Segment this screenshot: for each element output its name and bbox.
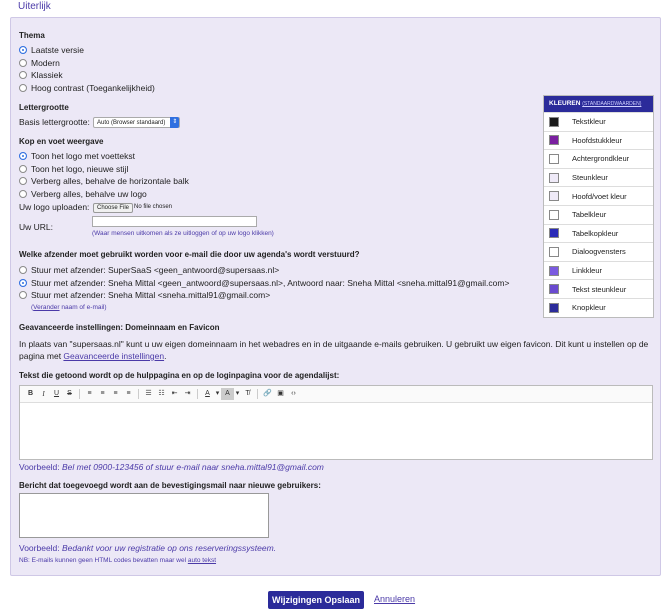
color-swatch[interactable]: [549, 228, 559, 238]
confirm-message-textarea[interactable]: [19, 493, 269, 538]
numbered-list-icon[interactable]: ☷: [158, 390, 165, 397]
color-swatch[interactable]: [549, 210, 559, 220]
toolbar-divider: [197, 389, 198, 399]
editor-toolbar: [20, 386, 652, 403]
sender-option-label: Stuur met afzender: Sneha Mittal <sneha.mittal91@gmail.com>: [31, 290, 271, 300]
header-option-label: Verberg alles, behalve uw logo: [31, 189, 147, 199]
align-center-icon[interactable]: ≡: [100, 390, 105, 397]
logo-upload-label: Uw logo uploaden:: [19, 202, 90, 212]
indent-icon[interactable]: ⇥: [184, 390, 191, 397]
colors-panel: [543, 95, 654, 318]
outdent-icon[interactable]: ⇤: [171, 390, 178, 397]
color-row[interactable]: [544, 224, 653, 243]
advanced-settings-link[interactable]: Geavanceerde instellingen: [63, 351, 165, 361]
radio-icon[interactable]: [19, 59, 27, 67]
change-prefix: (: [31, 304, 34, 311]
header-option-logo-new[interactable]: [19, 163, 128, 175]
theme-option-modern[interactable]: [19, 57, 60, 69]
header-option-hide-logo[interactable]: [19, 188, 147, 200]
theme-option-high-contrast[interactable]: [19, 82, 155, 94]
confirm-message-example: [19, 543, 276, 553]
color-swatch[interactable]: [549, 247, 559, 257]
font-size-heading: Lettergrootte: [19, 103, 69, 112]
sender-heading: Welke afzender moet gebruikt worden voor e-mail die door uw agenda's wordt verstuurd?: [19, 250, 360, 259]
change-suffix: naam of e-mail): [59, 304, 107, 311]
theme-option-label: Klassiek: [31, 70, 63, 80]
radio-icon[interactable]: [19, 84, 27, 92]
chevron-down-icon[interactable]: ▾: [215, 390, 220, 397]
color-swatch[interactable]: [549, 135, 559, 145]
color-label: Hoofdstukkleur: [572, 135, 623, 145]
advanced-text-end: .: [164, 351, 167, 361]
color-label: Steunkleur: [572, 173, 608, 183]
highlight-color-icon[interactable]: A: [221, 388, 234, 400]
cancel-link[interactable]: Annuleren: [374, 594, 416, 604]
save-button[interactable]: Wijzigingen Opslaan: [268, 591, 364, 609]
example-prefix: Voorbeeld:: [19, 543, 63, 553]
color-label: Tekst steunkleur: [572, 284, 627, 294]
sender-option-label: Stuur met afzender: SuperSaaS <geen_antwoord@supersaas.nl>: [31, 265, 280, 275]
radio-icon[interactable]: [19, 266, 27, 274]
example-text: Bel met 0900-123456 of stuur e-mail naar sneha.mittal91@gmail.com: [62, 462, 324, 472]
font-size-select[interactable]: [93, 117, 180, 128]
theme-option-label: Hoog contrast (Toegankelijkheid): [31, 83, 155, 93]
colors-defaults-link[interactable]: (STANDAARDWAARDEN): [582, 101, 642, 107]
theme-option-label: Laatste versie: [31, 45, 84, 55]
color-row[interactable]: [544, 242, 653, 261]
radio-icon[interactable]: [19, 177, 27, 185]
colors-header: [544, 96, 653, 112]
url-label: Uw URL:: [19, 222, 54, 232]
theme-option-label: Modern: [31, 58, 60, 68]
radio-icon[interactable]: [19, 279, 27, 287]
header-option-label: Toon het logo, nieuwe stijl: [31, 164, 129, 174]
note-text: NB: E-mails kunnen geen HTML codes bevatten maar wel: [19, 557, 188, 564]
italic-icon[interactable]: I: [42, 390, 45, 398]
colors-title: KLEUREN: [549, 100, 581, 107]
sender-option-reply-to[interactable]: [19, 277, 509, 289]
help-text-example: [19, 462, 324, 472]
radio-icon[interactable]: [19, 165, 27, 173]
header-footer-heading: Kop en voet weergave: [19, 137, 104, 146]
color-swatch[interactable]: [549, 173, 559, 183]
color-swatch[interactable]: [549, 154, 559, 164]
strikethrough-icon[interactable]: S: [67, 390, 72, 397]
link-icon[interactable]: 🔗: [263, 390, 272, 397]
color-row[interactable]: [544, 149, 653, 168]
advanced-heading: Geavanceerde instellingen: Domeinnaam en Favicon: [19, 323, 220, 332]
theme-option-latest[interactable]: [19, 44, 84, 56]
radio-icon[interactable]: [19, 152, 27, 160]
align-justify-icon[interactable]: ≡: [126, 390, 131, 397]
sender-option-supersaas[interactable]: [19, 264, 279, 276]
color-row[interactable]: [544, 261, 653, 280]
code-icon[interactable]: ‹›: [291, 390, 296, 397]
bullet-list-icon[interactable]: ☰: [145, 390, 152, 397]
color-row[interactable]: [544, 168, 653, 187]
radio-icon[interactable]: [19, 46, 27, 54]
underline-icon[interactable]: U: [53, 390, 60, 397]
change-sender-link[interactable]: Verander: [33, 304, 60, 311]
example-prefix: Voorbeeld:: [19, 462, 63, 472]
header-option-hide-bar[interactable]: [19, 175, 189, 187]
sender-option-own[interactable]: [19, 289, 270, 301]
bold-icon[interactable]: B: [27, 390, 34, 397]
page-title: Uiterlijk: [18, 1, 51, 12]
radio-icon[interactable]: [19, 71, 27, 79]
clear-format-icon[interactable]: T̸: [245, 390, 250, 397]
change-sender-hint: [31, 304, 107, 311]
color-label: Tabelkopkleur: [572, 228, 619, 238]
color-swatch[interactable]: [549, 266, 559, 276]
confirm-message-heading: Bericht dat toegevoegd wordt aan de bevestigingsmail naar nieuwe gebruikers:: [19, 481, 321, 490]
toolbar-divider: [138, 389, 139, 399]
auto-text-link[interactable]: auto tekst: [187, 557, 217, 564]
theme-heading: Thema: [19, 31, 45, 40]
color-swatch[interactable]: [549, 117, 559, 127]
header-option-logo-footer[interactable]: [19, 150, 135, 162]
color-swatch[interactable]: [549, 191, 559, 201]
color-list: [544, 112, 653, 317]
color-label: Hoofd/voet kleur: [572, 191, 627, 201]
color-row[interactable]: [544, 112, 653, 131]
radio-icon[interactable]: [19, 190, 27, 198]
color-label: Tekstkleur: [572, 117, 606, 127]
header-option-label: Verberg alles, behalve de horizontale balk: [31, 176, 189, 186]
sender-option-label: Stuur met afzender: Sneha Mittal <geen_antwoord@supersaas.nl>, Antwoord naar: Sneha Mittal <sneha.mittal91@gmail.com>: [31, 278, 510, 288]
color-row[interactable]: [544, 279, 653, 298]
color-row[interactable]: [544, 298, 653, 317]
color-row[interactable]: [544, 131, 653, 150]
url-input[interactable]: [92, 216, 257, 227]
font-size-label: Basis lettergrootte:: [19, 117, 90, 127]
color-swatch[interactable]: [549, 284, 559, 294]
color-label: Achtergrondkleur: [572, 154, 630, 164]
chevron-updown-icon: ⇕: [170, 117, 179, 128]
radio-icon[interactable]: [19, 291, 27, 299]
advanced-description: [19, 338, 655, 362]
color-row[interactable]: [544, 186, 653, 205]
toolbar-divider: [79, 389, 80, 399]
color-label: Linkkleur: [572, 266, 603, 276]
color-label: Dialoogvensters: [572, 247, 626, 257]
color-label: Tabelkleur: [572, 210, 607, 220]
choose-file-button[interactable]: Choose File: [93, 203, 133, 213]
theme-option-classic[interactable]: [19, 69, 63, 81]
email-note: [19, 557, 216, 564]
align-left-icon[interactable]: ≡: [87, 390, 92, 397]
color-swatch[interactable]: [549, 303, 559, 313]
advanced-text: In plaats van "supersaas.nl" kunt u uw eigen domeinnaam in het webadres en in de uitgaande e-mails gebruiken. U gebruikt uw eigen favicon. Dit kunt u instellen op de pagina met: [19, 339, 649, 361]
color-label: Knopkleur: [572, 303, 606, 313]
image-icon[interactable]: ▣: [277, 390, 284, 397]
font-size-value: Auto (Browser standaard): [97, 120, 166, 126]
align-right-icon[interactable]: ≡: [113, 390, 118, 397]
text-color-icon[interactable]: A: [205, 390, 210, 397]
header-option-label: Toon het logo met voettekst: [31, 151, 135, 161]
color-row[interactable]: [544, 205, 653, 224]
help-text-editor[interactable]: [19, 385, 653, 460]
toolbar-divider: [257, 389, 258, 399]
example-text: Bedankt voor uw registratie op ons reserveringssysteem.: [62, 543, 277, 553]
file-status: No file chosen: [134, 204, 173, 210]
help-text-heading: Tekst die getoond wordt op de hulppagina en op de loginpagina voor de agendalijst:: [19, 371, 340, 380]
chevron-down-icon[interactable]: ▾: [235, 390, 240, 397]
url-hint: (Waar mensen uitkomen als ze uitloggen of op uw logo klikken): [92, 230, 274, 237]
